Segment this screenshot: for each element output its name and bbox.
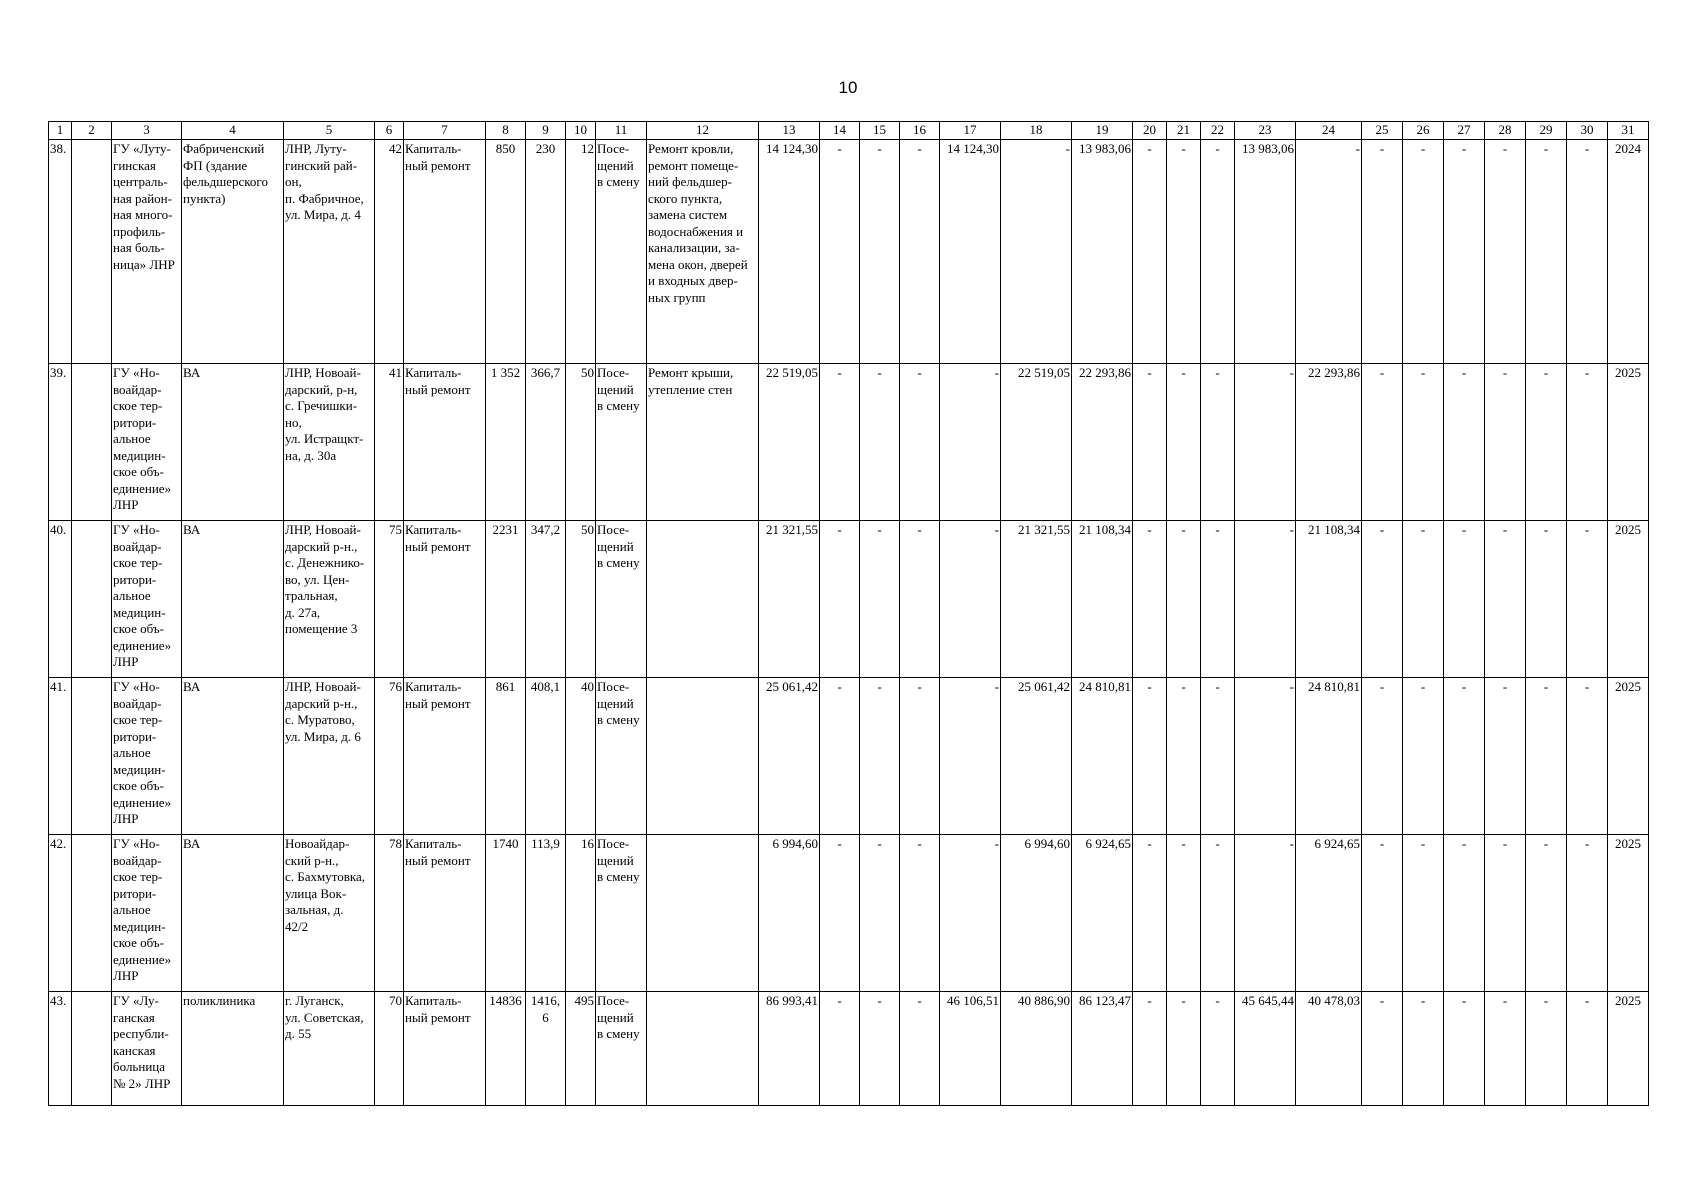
work-description (647, 835, 759, 992)
cell-col-23: 13 983,06 (1235, 140, 1296, 364)
cell-col-28: - (1485, 140, 1526, 364)
cell-col-6: 70 (375, 992, 404, 1106)
organization-name: ГУ «Лу- ганская республи- канская больница № 2» ЛНР (112, 992, 182, 1106)
cell-col-22: - (1201, 835, 1235, 992)
facility-name: ВА (182, 835, 284, 992)
cell-col-17: - (940, 521, 1001, 678)
cell-col-6: 78 (375, 835, 404, 992)
cell-col-24: 40 478,03 (1296, 992, 1362, 1106)
cell-col-16: - (900, 521, 940, 678)
cell-col-17: - (940, 678, 1001, 835)
cell-col-28: - (1485, 678, 1526, 835)
cell-col-25: - (1362, 678, 1403, 835)
completion-year: 2025 (1608, 364, 1649, 521)
cell-col-22: - (1201, 521, 1235, 678)
column-number: 20 (1133, 122, 1167, 140)
row-number: 38. (49, 140, 72, 364)
cell-col-2 (72, 521, 112, 678)
cell-col-19: 22 293,86 (1072, 364, 1133, 521)
cell-col-16: - (900, 140, 940, 364)
cell-col-17: - (940, 364, 1001, 521)
work-type: Капиталь- ный ремонт (404, 992, 486, 1106)
cell-col-18: 22 519,05 (1001, 364, 1072, 521)
work-type: Капиталь- ный ремонт (404, 364, 486, 521)
total-cost: 22 519,05 (759, 364, 820, 521)
work-type: Капиталь- ный ремонт (404, 140, 486, 364)
column-number: 14 (820, 122, 860, 140)
cell-col-24: 6 924,65 (1296, 835, 1362, 992)
cell-col-17: - (940, 835, 1001, 992)
cell-col-21: - (1167, 521, 1201, 678)
cell-col-8: 1740 (486, 835, 526, 992)
cell-col-20: - (1133, 521, 1167, 678)
cell-col-19: 21 108,34 (1072, 521, 1133, 678)
cell-col-24: 24 810,81 (1296, 678, 1362, 835)
cell-col-27: - (1444, 992, 1485, 1106)
cell-col-21: - (1167, 140, 1201, 364)
capacity-unit: Посе- щений в смену (596, 992, 647, 1106)
cell-col-24: 22 293,86 (1296, 364, 1362, 521)
facility-address: ЛНР, Новоай- дарский р-н., с. Денежнико- во, ул. Цен- тральная, д. 27а, помещение 3 (284, 521, 375, 678)
cell-col-10: 50 (566, 521, 596, 678)
cell-col-10: 50 (566, 364, 596, 521)
work-description: Ремонт кровли, ремонт помеще- ний фельдшер- ского пункта, замена систем водоснабжения и канализации, за- мена окон, дверей и входных двер- ных групп (647, 140, 759, 364)
cell-col-27: - (1444, 364, 1485, 521)
cell-col-20: - (1133, 992, 1167, 1106)
cell-col-22: - (1201, 140, 1235, 364)
cell-col-19: 13 983,06 (1072, 140, 1133, 364)
cell-col-30: - (1567, 521, 1608, 678)
cell-col-30: - (1567, 140, 1608, 364)
cell-col-19: 6 924,65 (1072, 835, 1133, 992)
cell-col-2 (72, 992, 112, 1106)
cell-col-8: 861 (486, 678, 526, 835)
cell-col-16: - (900, 678, 940, 835)
facility-name: поликлиника (182, 992, 284, 1106)
column-number: 29 (1526, 122, 1567, 140)
cell-col-20: - (1133, 364, 1167, 521)
cell-col-20: - (1133, 678, 1167, 835)
column-number: 7 (404, 122, 486, 140)
total-cost: 21 321,55 (759, 521, 820, 678)
work-description: Ремонт крыши, утепление стен (647, 364, 759, 521)
cell-col-14: - (820, 364, 860, 521)
cell-col-18: 6 994,60 (1001, 835, 1072, 992)
cell-col-30: - (1567, 364, 1608, 521)
cell-col-24: - (1296, 140, 1362, 364)
total-cost: 14 124,30 (759, 140, 820, 364)
facility-address: г. Луганск, ул. Советская, д. 55 (284, 992, 375, 1106)
column-number: 8 (486, 122, 526, 140)
cell-col-2 (72, 364, 112, 521)
cell-col-9: 366,7 (526, 364, 566, 521)
cell-col-15: - (860, 678, 900, 835)
cell-col-28: - (1485, 521, 1526, 678)
facility-name: ВА (182, 678, 284, 835)
cell-col-29: - (1526, 992, 1567, 1106)
cell-col-15: - (860, 992, 900, 1106)
cell-col-26: - (1403, 140, 1444, 364)
cell-col-27: - (1444, 835, 1485, 992)
cell-col-26: - (1403, 521, 1444, 678)
cell-col-28: - (1485, 835, 1526, 992)
column-number: 31 (1608, 122, 1649, 140)
column-number: 11 (596, 122, 647, 140)
facility-name: ВА (182, 521, 284, 678)
cell-col-2 (72, 678, 112, 835)
cell-col-9: 347,2 (526, 521, 566, 678)
cell-col-19: 24 810,81 (1072, 678, 1133, 835)
column-number: 15 (860, 122, 900, 140)
cell-col-30: - (1567, 992, 1608, 1106)
organization-name: ГУ «Но- воайдар- ское тер- ритори- альное медицин- ское объ- единение» ЛНР (112, 678, 182, 835)
column-number: 2 (72, 122, 112, 140)
cell-col-25: - (1362, 835, 1403, 992)
column-number: 17 (940, 122, 1001, 140)
cell-col-23: 45 645,44 (1235, 992, 1296, 1106)
column-number: 12 (647, 122, 759, 140)
cell-col-21: - (1167, 835, 1201, 992)
column-number: 22 (1201, 122, 1235, 140)
cell-col-8: 14836 (486, 992, 526, 1106)
row-number: 43. (49, 992, 72, 1106)
cell-col-26: - (1403, 364, 1444, 521)
cell-col-16: - (900, 992, 940, 1106)
cell-col-20: - (1133, 140, 1167, 364)
cell-col-21: - (1167, 364, 1201, 521)
column-number: 27 (1444, 122, 1485, 140)
cell-col-30: - (1567, 835, 1608, 992)
cell-col-6: 76 (375, 678, 404, 835)
organization-name: ГУ «Но- воайдар- ское тер- ритори- альное медицин- ское объ- единение» ЛНР (112, 835, 182, 992)
column-number: 13 (759, 122, 820, 140)
completion-year: 2024 (1608, 140, 1649, 364)
facility-address: Новоайдар- ский р-н., с. Бахмутовка, улица Вок- зальная, д. 42/2 (284, 835, 375, 992)
cell-col-2 (72, 140, 112, 364)
cell-col-24: 21 108,34 (1296, 521, 1362, 678)
facility-address: ЛНР, Новоай- дарский, р-н, с. Гречишки- но, ул. Истращкт- на, д. 30а (284, 364, 375, 521)
work-description (647, 678, 759, 835)
column-number: 25 (1362, 122, 1403, 140)
cell-col-8: 2231 (486, 521, 526, 678)
cell-col-22: - (1201, 678, 1235, 835)
cell-col-23: - (1235, 521, 1296, 678)
column-number: 18 (1001, 122, 1072, 140)
cell-col-14: - (820, 835, 860, 992)
cell-col-27: - (1444, 140, 1485, 364)
column-number: 5 (284, 122, 375, 140)
completion-year: 2025 (1608, 992, 1649, 1106)
cell-col-28: - (1485, 992, 1526, 1106)
total-cost: 25 061,42 (759, 678, 820, 835)
facility-address: ЛНР, Новоай- дарский р-н., с. Муратово, ул. Мира, д. 6 (284, 678, 375, 835)
cell-col-2 (72, 835, 112, 992)
cell-col-27: - (1444, 521, 1485, 678)
cell-col-18: 25 061,42 (1001, 678, 1072, 835)
cell-col-17: 14 124,30 (940, 140, 1001, 364)
table-row (49, 835, 1649, 992)
cell-col-21: - (1167, 992, 1201, 1106)
cell-col-9: 408,1 (526, 678, 566, 835)
cell-col-25: - (1362, 364, 1403, 521)
cell-col-25: - (1362, 992, 1403, 1106)
cell-col-10: 495 (566, 992, 596, 1106)
column-number: 26 (1403, 122, 1444, 140)
page-number: 10 (838, 78, 858, 97)
work-type: Капиталь- ный ремонт (404, 521, 486, 678)
column-number: 28 (1485, 122, 1526, 140)
capacity-unit: Посе- щений в смену (596, 678, 647, 835)
column-number: 24 (1296, 122, 1362, 140)
column-number: 10 (566, 122, 596, 140)
cell-col-26: - (1403, 835, 1444, 992)
completion-year: 2025 (1608, 678, 1649, 835)
capacity-unit: Посе- щений в смену (596, 140, 647, 364)
cell-col-17: 46 106,51 (940, 992, 1001, 1106)
cell-col-16: - (900, 364, 940, 521)
cell-col-8: 850 (486, 140, 526, 364)
total-cost: 6 994,60 (759, 835, 820, 992)
column-number: 30 (1567, 122, 1608, 140)
cell-col-10: 12 (566, 140, 596, 364)
cell-col-20: - (1133, 835, 1167, 992)
table-row (49, 678, 1649, 835)
cell-col-15: - (860, 521, 900, 678)
cell-col-15: - (860, 835, 900, 992)
capacity-unit: Посе- щений в смену (596, 835, 647, 992)
cell-col-22: - (1201, 364, 1235, 521)
cell-col-6: 75 (375, 521, 404, 678)
cell-col-26: - (1403, 678, 1444, 835)
cell-col-6: 41 (375, 364, 404, 521)
row-number: 42. (49, 835, 72, 992)
organization-name: ГУ «Но- воайдар- ское тер- ритори- альное медицин- ское объ- единение» ЛНР (112, 521, 182, 678)
cell-col-18: 40 886,90 (1001, 992, 1072, 1106)
cell-col-25: - (1362, 521, 1403, 678)
cell-col-15: - (860, 140, 900, 364)
cell-col-10: 40 (566, 678, 596, 835)
cell-col-30: - (1567, 678, 1608, 835)
organization-name: ГУ «Луту- гинская централь- ная район- ная много- профиль- ная боль- ница» ЛНР (112, 140, 182, 364)
table-row (49, 521, 1649, 678)
cell-col-8: 1 352 (486, 364, 526, 521)
column-number: 4 (182, 122, 284, 140)
cell-col-28: - (1485, 364, 1526, 521)
cell-col-29: - (1526, 678, 1567, 835)
cell-col-9: 113,9 (526, 835, 566, 992)
cell-col-10: 16 (566, 835, 596, 992)
cell-col-16: - (900, 835, 940, 992)
table-row (49, 992, 1649, 1106)
table-row (49, 364, 1649, 521)
completion-year: 2025 (1608, 835, 1649, 992)
cell-col-14: - (820, 521, 860, 678)
total-cost: 86 993,41 (759, 992, 820, 1106)
facility-name: ВА (182, 364, 284, 521)
cell-col-23: - (1235, 678, 1296, 835)
cell-col-15: - (860, 364, 900, 521)
cell-col-29: - (1526, 521, 1567, 678)
cell-col-23: - (1235, 835, 1296, 992)
column-number: 9 (526, 122, 566, 140)
cell-col-21: - (1167, 678, 1201, 835)
column-number: 3 (112, 122, 182, 140)
cell-col-23: - (1235, 364, 1296, 521)
cell-col-29: - (1526, 835, 1567, 992)
cell-col-19: 86 123,47 (1072, 992, 1133, 1106)
facility-name: Фабриченский ФП (здание фельдшерского пункта) (182, 140, 284, 364)
column-number-row (49, 122, 1649, 140)
cell-col-29: - (1526, 364, 1567, 521)
capacity-unit: Посе- щений в смену (596, 364, 647, 521)
cell-col-27: - (1444, 678, 1485, 835)
cell-col-29: - (1526, 140, 1567, 364)
work-type: Капиталь- ный ремонт (404, 678, 486, 835)
cell-col-9: 1416, 6 (526, 992, 566, 1106)
cell-col-22: - (1201, 992, 1235, 1106)
row-number: 41. (49, 678, 72, 835)
column-number: 21 (1167, 122, 1201, 140)
column-number: 23 (1235, 122, 1296, 140)
table-row (49, 140, 1649, 364)
cell-col-14: - (820, 992, 860, 1106)
cell-col-14: - (820, 678, 860, 835)
organization-name: ГУ «Но- воайдар- ское тер- ритори- альное медицин- ское объ- единение» ЛНР (112, 364, 182, 521)
row-number: 40. (49, 521, 72, 678)
cell-col-25: - (1362, 140, 1403, 364)
cell-col-18: 21 321,55 (1001, 521, 1072, 678)
cell-col-9: 230 (526, 140, 566, 364)
completion-year: 2025 (1608, 521, 1649, 678)
work-description (647, 521, 759, 678)
column-number: 19 (1072, 122, 1133, 140)
column-number: 16 (900, 122, 940, 140)
work-description (647, 992, 759, 1106)
object-register-table (48, 121, 1649, 1106)
facility-address: ЛНР, Луту- гинский рай- он, п. Фабричное, ул. Мира, д. 4 (284, 140, 375, 364)
column-number: 6 (375, 122, 404, 140)
column-number: 1 (49, 122, 72, 140)
work-type: Капиталь- ный ремонт (404, 835, 486, 992)
row-number: 39. (49, 364, 72, 521)
capacity-unit: Посе- щений в смену (596, 521, 647, 678)
cell-col-6: 42 (375, 140, 404, 364)
cell-col-26: - (1403, 992, 1444, 1106)
cell-col-18: - (1001, 140, 1072, 364)
cell-col-14: - (820, 140, 860, 364)
